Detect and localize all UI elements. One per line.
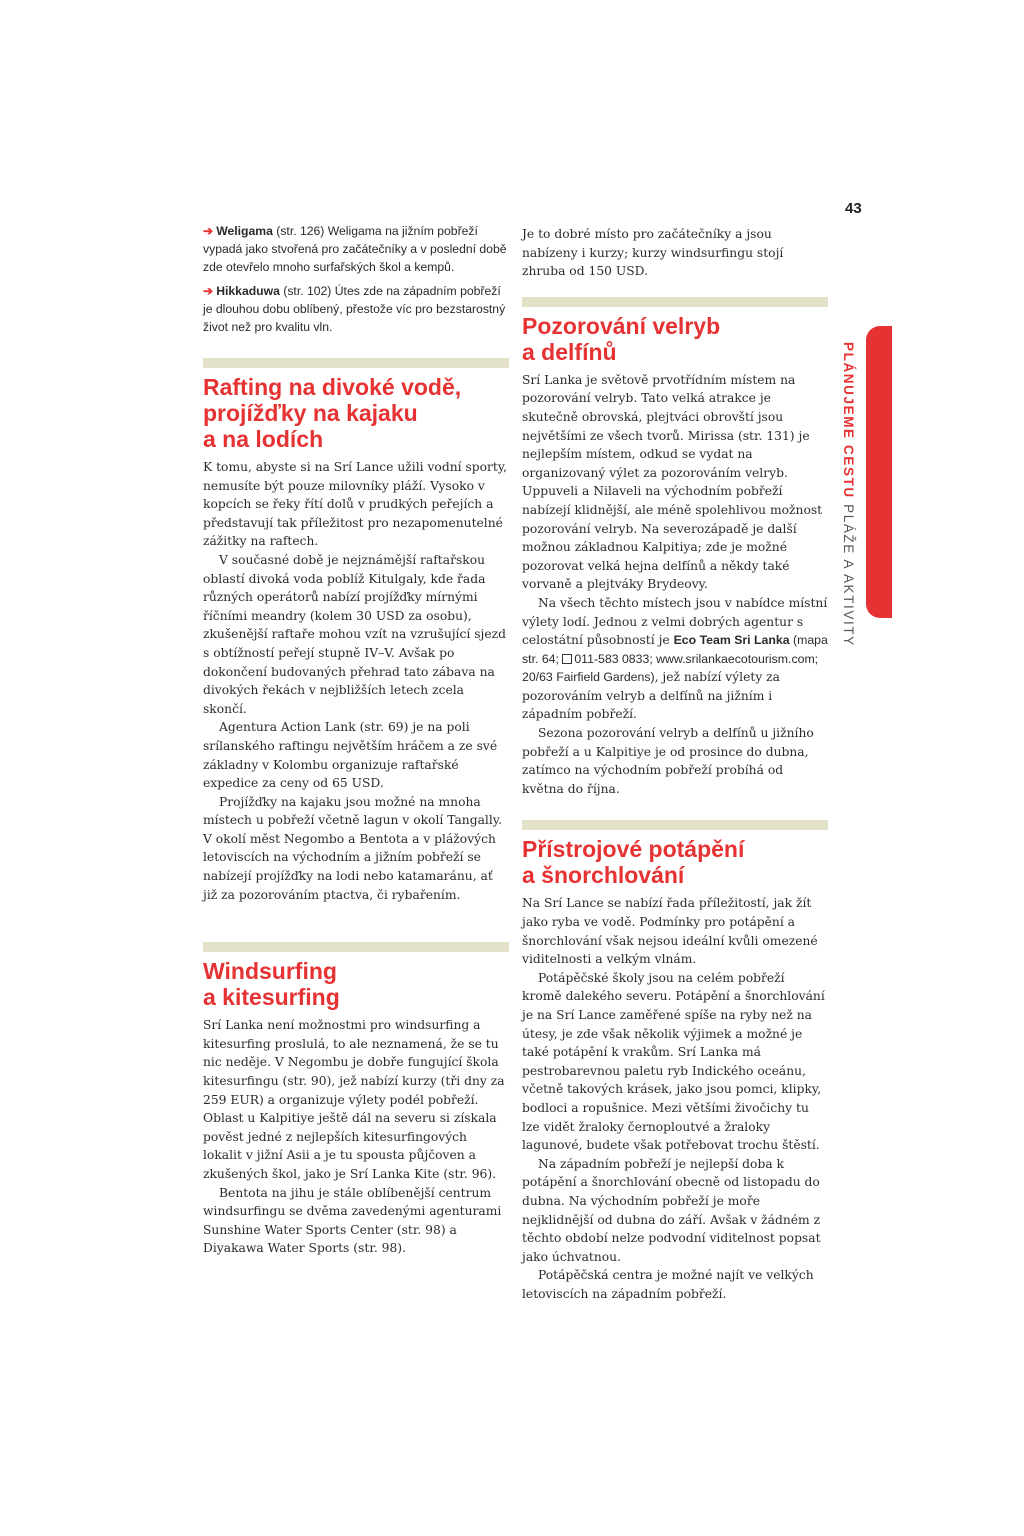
section-rule — [203, 942, 509, 952]
section-diving — [522, 820, 828, 1303]
agency-name: Eco Team Sri Lanka — [673, 633, 790, 648]
paragraph: V současné době je nejznámější raftařskou oblastí divoká voda poblíž Kitulgaly, kde řada různých operátorů nabízí projížďky mírnými říčními meandry (kolem 30 USD za osobu), zkušenější raftaře mohou vzít na vzrušující sjezd s obtížností peřejí stupně IV–V. Avšak po dokončení budovaných přehrad tato zábava na divokých řekách v nejbližších letech zcela skončí. — [203, 552, 506, 716]
section-title: Přístrojové potápění a šnorchlování — [522, 836, 745, 889]
paragraph: Agentura Action Lank (str. 69) je na poli srílanského raftingu největším hráčem a ze své základny v Kolombu organizuje raftařské expedice za ceny od 65 USD. — [203, 720, 498, 791]
chapter-label-main: PLÁNUJEME CESTU — [841, 342, 856, 499]
phone-icon — [562, 654, 572, 664]
chapter-label-sub: PLÁŽE A AKTIVITY — [841, 498, 856, 647]
section-rafting — [203, 358, 509, 904]
section-title: Pozorování velryb a delfínů — [522, 312, 721, 365]
paragraph: Na západním pobřeží je nejlepší doba k potápění a šnorchlování obecně od listopadu do dubna. Na východním pobřeží je moře nejklidnější od dubna do září. Avšak v žádném z těchto období nelze podvodní viditelnost popsat jako úchvatnou. — [522, 1156, 821, 1264]
text-span: , jež nabízí výlety za pozorováním velryb a delfínů na jižním i západním pobřeží. — [522, 670, 780, 722]
chapter-tab — [866, 326, 892, 618]
paragraph: Je to dobré místo pro začátečníky a jsou nabízeny i kurzy; kurzy windsurfingu stojí zhruba od 150 USD. — [522, 227, 784, 279]
arrow-icon: ➔ — [203, 224, 214, 238]
section-title: Windsurfing a kitesurfing — [203, 958, 340, 1011]
paragraph: K tomu, abyste si na Srí Lance užili vodní sporty, nemusíte být pouze milovníky pláží. Vysoko v kopcích se řeky řítí dolů v prudkých peřejích a představují tak příležitost pro nezapomenutelné zážitky na raftech. — [203, 460, 508, 549]
paragraph: Potápěčská centra je možné najít ve velkých letoviscích na západním pobřeží. — [522, 1268, 814, 1301]
section-rule — [203, 358, 509, 368]
paragraph: Srí Lanka není možnostmi pro windsurfing a kitesurfing proslulá, to ale neznamená, že se tu nic neděje. V Negombu je dobře fungující škola kitesurfingu (str. 90), jež nabízí kurzy (tři dny za 259 EUR) a organizuje výlety podél pobřeží. Oblast u Kalpitiye ještě dál na severu si získala pověst jedné z nejlepších kitesurfingových lokalit v jižní Asii a je tu spousta půjčoven a zkušených škol, jako je Srí Lanka Kite (str. 96). — [203, 1018, 505, 1181]
chapter-label — [841, 342, 856, 647]
paragraph: Potápěčské školy jsou na celém pobřeží kromě dalekého severu. Potápění a šnorchlování je na Srí Lance zaměřené spíše na ryby než na útesy, je zde však několik výjimek a možné je také potápění k vrakům. Srí Lanka má pestrobarevnou paletu ryb Indického oceánu, včetně takových krásek, jako jsou pomci, klipky, bodloci a ropušnice. Mezi většími živočichy tu lze vidět žraloky černoploutvé a žraloky lagunové, budete však potřebovat trochu štěstí. — [522, 970, 825, 1153]
right-column — [522, 225, 828, 1304]
text-span: Na všech těchto místech jsou v nabídce místní výlety lodí. Jednou z velmi dobrých agentur s celostátní působností je — [522, 595, 828, 648]
page-number: 43 — [845, 200, 862, 217]
bullet-name: Weligama — [216, 224, 273, 238]
bullet-weligama — [203, 222, 509, 276]
bullet-text: (str. 102) Útes zde na západním pobřeží je dlouhou dobu oblíbený, přestože víc pro bezstarostný život než pro kvalitu vln. — [203, 284, 506, 334]
agency-contact: 011-583 0833; www.srilankaecotourism.com; 20/63 Fairfield Gardens) — [522, 651, 819, 685]
paragraph: Na Srí Lance se nabízí řada příležitostí, jak žít jako ryba ve vodě. Podmínky pro potápění a šnorchlování však nejsou ideální kvůli omezené viditelnosti a velkým vlnám. — [522, 896, 818, 967]
section-windsurfing — [203, 942, 509, 1258]
section-rule — [522, 297, 828, 307]
paragraph: Projížďky na kajaku jsou možné na mnoha místech u pobřeží včetně lagun v okolí Tangally. V okolí měst Negombo a Bentota a v plážových letoviscích na východním a jižním pobřeží se nabízejí projížďky na lodi nebo katamaránu, ať již za pozorováním ptactva, či rybařením. — [203, 794, 503, 902]
section-title: Rafting na divoké vodě, projížďky na kajaku a na lodích — [203, 374, 462, 452]
left-column — [203, 222, 509, 1258]
paragraph: Sezona pozorování velryb a delfínů u jižního pobřeží a u Kalpitiye je od prosince do dubna, zatímco na východním pobřeží probíhá od května do října. — [522, 726, 814, 796]
bullet-text: (str. 126) Weligama na jižním pobřeží vypadá jako stvořená pro začátečníky a v poslední době zde otevřelo mnoho surfařských škol a kempů. — [203, 224, 507, 274]
paragraph: Srí Lanka je světově prvotřídním místem na pozorování velryb. Tato velká atrakce je skutečně obrovská, plejtváci obrovští jsou největšími ze všech tvorů. Mirissa (str. 131) je nejlepším místem, odkud se vydat na organizovaný výlet za pozorováním velryb. Uppuveli a Nilaveli na východním pobřeží nabízejí klidnější, ale méně spolehlivou možnost pozorování velryb. Na severozápadě je další možnou základnou Kalpitiya; zde je možné pozorovat velká hejna delfínů a někdy také vorvaně a plejtváky Brydeovy. — [522, 372, 823, 592]
bullet-name: Hikkaduwa — [216, 284, 280, 298]
paragraph: Bentota na jihu je stále oblíbenější centrum windsurfingu se dvěma zavedenými agenturami Sunshine Water Sports Center (str. 98) a Diyakawa Water Sports (str. 98). — [203, 1185, 502, 1256]
section-whales — [522, 297, 828, 799]
bullet-hikkaduwa — [203, 282, 509, 336]
arrow-icon: ➔ — [203, 284, 214, 298]
section-rule — [522, 820, 828, 830]
paragraph — [522, 594, 828, 724]
agency-map-ref: (mapa str. 64; — [522, 633, 828, 666]
